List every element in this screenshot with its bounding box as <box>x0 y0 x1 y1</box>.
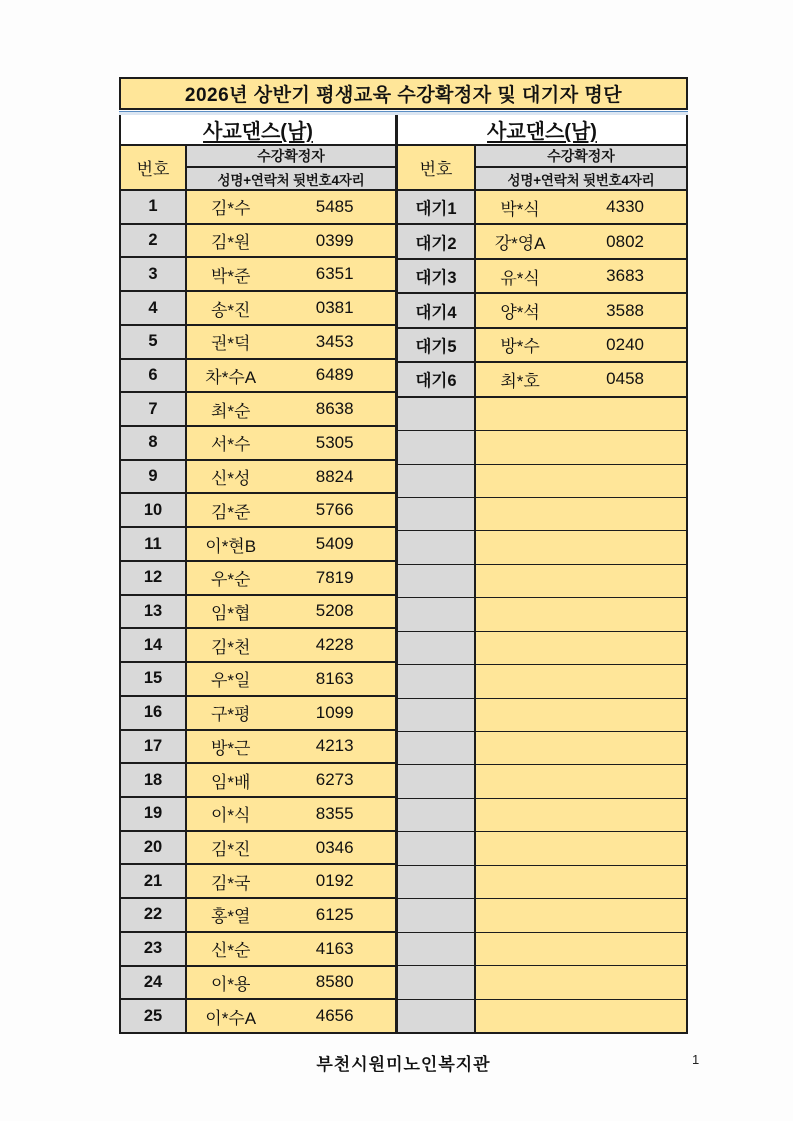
row-phone-last4 <box>564 866 686 898</box>
col-header-confirmed: 수강확정자 <box>187 146 395 168</box>
table-row <box>121 459 395 493</box>
col-header-no: 번호 <box>121 146 187 189</box>
row-name: 이*현B <box>205 536 257 556</box>
row-data-cell <box>187 1000 395 1032</box>
table-row <box>121 526 395 560</box>
table-row <box>121 729 395 763</box>
row-phone-last4: 4656 <box>315 1006 354 1026</box>
row-name: 양*석 <box>500 303 540 323</box>
row-data-cell <box>187 427 395 459</box>
table-row <box>121 661 395 695</box>
row-number-cell: 12 <box>121 562 187 594</box>
section-confirmed-list <box>121 115 398 1032</box>
row-data-cell <box>187 629 395 661</box>
row-name: 김*국 <box>210 873 251 893</box>
row-number-cell: 14 <box>121 629 187 661</box>
row-phone-last4: 3683 <box>606 266 644 286</box>
row-phone-last4: 6489 <box>315 365 354 385</box>
row-name: 임*협 <box>210 603 251 623</box>
row-data-cell <box>476 1000 686 1032</box>
row-data-cell <box>476 598 686 630</box>
row-data-cell <box>187 832 395 864</box>
table-row <box>398 497 686 530</box>
row-phone-last4: 6351 <box>315 264 354 284</box>
row-phone-last4: 3453 <box>315 331 354 351</box>
row-data-cell <box>187 528 395 560</box>
row-name <box>476 699 564 731</box>
row-data-cell <box>476 899 686 931</box>
row-data-cell <box>187 393 395 425</box>
row-data-cell <box>476 632 686 664</box>
row-number-cell: 21 <box>121 865 187 897</box>
row-data-cell <box>476 799 686 831</box>
section-title: 사교댄스(남) <box>487 121 597 143</box>
row-number-cell: 대기5 <box>398 329 476 361</box>
row-name <box>476 732 564 764</box>
table-row <box>121 324 395 358</box>
row-data-cell <box>476 294 686 326</box>
row-number-cell: 13 <box>121 596 187 628</box>
table-row <box>398 464 686 497</box>
row-data-cell <box>187 562 395 594</box>
row-phone-last4: 5305 <box>315 432 354 452</box>
row-number-cell <box>398 565 476 597</box>
row-name <box>476 632 564 664</box>
row-name: 이*식 <box>210 806 251 826</box>
table-row <box>121 425 395 459</box>
table-row <box>398 631 686 664</box>
table-row <box>121 695 395 729</box>
row-name <box>476 765 564 797</box>
row-phone-last4: 5766 <box>315 500 354 520</box>
row-data-cell <box>187 191 395 223</box>
row-phone-last4 <box>564 398 686 430</box>
row-data-cell <box>187 697 395 729</box>
row-phone-last4: 4330 <box>606 197 644 217</box>
row-data-cell <box>187 899 395 931</box>
table-row <box>398 932 686 965</box>
row-phone-last4 <box>564 832 686 864</box>
table-row <box>121 897 395 931</box>
row-data-cell <box>187 967 395 999</box>
row-number-cell: 16 <box>121 697 187 729</box>
row-number-cell: 20 <box>121 832 187 864</box>
row-number-cell: 17 <box>121 731 187 763</box>
footer-org-name: 부천시원미노인복지관 <box>316 1055 491 1074</box>
row-name <box>476 398 564 430</box>
table-row <box>398 898 686 931</box>
row-data-cell <box>476 260 686 292</box>
row-phone-last4: 5485 <box>315 196 354 216</box>
row-phone-last4: 5409 <box>315 534 354 554</box>
row-name: 김*진 <box>210 840 251 860</box>
row-number-cell: 25 <box>121 1000 187 1032</box>
row-phone-last4 <box>564 531 686 563</box>
row-number-cell <box>398 498 476 530</box>
table-row <box>398 798 686 831</box>
row-phone-last4 <box>564 665 686 697</box>
row-phone-last4: 0381 <box>315 298 354 318</box>
row-name: 최*순 <box>210 401 251 421</box>
row-phone-last4 <box>564 598 686 630</box>
row-phone-last4 <box>564 465 686 497</box>
row-number-cell: 대기2 <box>398 225 476 257</box>
row-data-cell <box>476 465 686 497</box>
row-data-cell <box>187 663 395 695</box>
row-number-cell <box>398 765 476 797</box>
row-name <box>476 966 564 998</box>
row-phone-last4: 5208 <box>315 601 354 621</box>
section-waitlist <box>398 115 686 1032</box>
table-row <box>398 831 686 864</box>
table-row <box>121 391 395 425</box>
row-data-cell <box>187 933 395 965</box>
row-number-cell: 24 <box>121 967 187 999</box>
row-phone-last4 <box>564 799 686 831</box>
table-row <box>398 999 686 1032</box>
row-number-cell: 4 <box>121 292 187 324</box>
page-title: 2026년 상반기 평생교육 수강확정자 및 대기자 명단 <box>119 77 688 110</box>
row-name: 방*근 <box>210 738 251 758</box>
row-data-cell <box>476 832 686 864</box>
row-name: 박*식 <box>500 199 540 219</box>
row-number-cell: 22 <box>121 899 187 931</box>
section-header <box>398 115 686 146</box>
column-header-row <box>398 146 686 191</box>
table-row <box>121 358 395 392</box>
col-header-no: 번호 <box>398 146 476 189</box>
row-data-cell <box>476 966 686 998</box>
row-number-cell: 5 <box>121 326 187 358</box>
table-row <box>121 191 395 223</box>
row-number-cell: 9 <box>121 461 187 493</box>
row-data-cell <box>187 292 395 324</box>
row-number-cell: 19 <box>121 798 187 830</box>
rows-waitlist <box>398 191 686 1032</box>
row-number-cell <box>398 531 476 563</box>
row-name: 이*용 <box>210 974 251 994</box>
row-name: 구*평 <box>210 705 251 725</box>
table-row <box>398 965 686 998</box>
table-row <box>121 931 395 965</box>
row-name <box>476 832 564 864</box>
row-phone-last4: 4163 <box>315 938 354 958</box>
row-name: 박*준 <box>210 266 251 286</box>
row-data-cell <box>476 765 686 797</box>
row-data-cell <box>187 258 395 290</box>
row-number-cell: 대기4 <box>398 294 476 326</box>
row-phone-last4: 4228 <box>315 635 354 655</box>
row-phone-last4: 6125 <box>315 904 354 924</box>
row-phone-last4 <box>564 632 686 664</box>
row-number-cell <box>398 665 476 697</box>
table-row <box>121 863 395 897</box>
row-phone-last4 <box>564 699 686 731</box>
row-name <box>476 465 564 497</box>
row-name: 권*덕 <box>210 334 251 354</box>
row-number-cell <box>398 933 476 965</box>
row-phone-last4: 8824 <box>315 466 354 486</box>
row-phone-last4 <box>564 1000 686 1032</box>
page-number: 1 <box>692 1052 700 1067</box>
row-name: 서*수 <box>210 435 251 455</box>
row-name: 송*진 <box>210 300 251 320</box>
row-name <box>476 565 564 597</box>
row-phone-last4: 6273 <box>315 770 354 790</box>
row-name: 강*영A <box>494 234 546 254</box>
table-row <box>398 731 686 764</box>
table-row <box>398 530 686 563</box>
col-header-name-phone: 성명+연락처 뒷번호4자리 <box>187 168 395 189</box>
row-data-cell <box>187 865 395 897</box>
row-phone-last4: 0192 <box>315 871 354 891</box>
row-name: 임*배 <box>210 772 251 792</box>
row-number-cell <box>398 966 476 998</box>
row-name: 방*수 <box>500 337 540 357</box>
table-row <box>398 764 686 797</box>
col-header-name-phone: 성명+연락처 뒷번호4자리 <box>476 168 686 189</box>
table-row <box>121 762 395 796</box>
table-row <box>398 361 686 395</box>
row-number-cell: 11 <box>121 528 187 560</box>
row-phone-last4: 8163 <box>315 668 354 688</box>
row-number-cell: 3 <box>121 258 187 290</box>
row-phone-last4: 3588 <box>606 300 644 320</box>
table-row <box>398 597 686 630</box>
row-phone-last4: 0240 <box>606 334 644 354</box>
row-number-cell: 18 <box>121 764 187 796</box>
row-phone-last4: 4213 <box>315 736 354 756</box>
row-phone-last4 <box>564 966 686 998</box>
table-row <box>398 292 686 326</box>
table-row <box>398 223 686 257</box>
row-name: 최*호 <box>500 371 540 391</box>
table-row <box>121 256 395 290</box>
row-name: 유*식 <box>500 268 540 288</box>
section-title: 사교댄스(남) <box>203 121 313 143</box>
row-number-cell <box>398 699 476 731</box>
table-row <box>398 396 686 430</box>
row-name <box>476 531 564 563</box>
row-data-cell <box>187 326 395 358</box>
table-row <box>121 594 395 628</box>
row-number-cell: 23 <box>121 933 187 965</box>
row-name <box>476 933 564 965</box>
row-name <box>476 1000 564 1032</box>
col-header-stack <box>187 146 395 189</box>
row-data-cell <box>476 225 686 257</box>
row-number-cell <box>398 832 476 864</box>
row-data-cell <box>187 731 395 763</box>
row-phone-last4 <box>564 498 686 530</box>
table-row <box>121 796 395 830</box>
row-data-cell <box>476 329 686 361</box>
row-data-cell <box>476 565 686 597</box>
row-phone-last4 <box>564 765 686 797</box>
row-data-cell <box>476 866 686 898</box>
row-data-cell <box>187 360 395 392</box>
row-number-cell: 8 <box>121 427 187 459</box>
row-name: 홍*열 <box>210 907 251 927</box>
table-row <box>121 223 395 257</box>
table-row <box>121 560 395 594</box>
row-name: 김*준 <box>210 502 251 522</box>
table-row <box>121 998 395 1032</box>
row-number-cell: 7 <box>121 393 187 425</box>
row-data-cell <box>476 732 686 764</box>
row-name <box>476 598 564 630</box>
row-number-cell <box>398 799 476 831</box>
row-name: 신*순 <box>210 941 251 961</box>
row-number-cell: 10 <box>121 494 187 526</box>
row-phone-last4: 0458 <box>606 369 644 389</box>
table-row <box>398 698 686 731</box>
table-row <box>121 627 395 661</box>
row-name <box>476 498 564 530</box>
row-number-cell: 대기6 <box>398 363 476 395</box>
row-data-cell <box>476 191 686 223</box>
row-phone-last4: 0346 <box>315 837 354 857</box>
row-data-cell <box>476 699 686 731</box>
table-row <box>398 664 686 697</box>
row-phone-last4: 7819 <box>315 567 354 587</box>
section-header <box>121 115 395 146</box>
row-number-cell: 대기1 <box>398 191 476 223</box>
row-number-cell <box>398 732 476 764</box>
row-number-cell: 2 <box>121 225 187 257</box>
row-name: 우*순 <box>210 570 251 590</box>
row-number-cell <box>398 465 476 497</box>
row-data-cell <box>476 665 686 697</box>
table-row <box>121 965 395 999</box>
row-data-cell <box>187 494 395 526</box>
row-number-cell: 대기3 <box>398 260 476 292</box>
rows-confirmed <box>121 191 395 1032</box>
row-data-cell <box>187 764 395 796</box>
col-header-stack <box>476 146 686 189</box>
row-number-cell <box>398 398 476 430</box>
row-number-cell: 15 <box>121 663 187 695</box>
row-phone-last4 <box>564 431 686 463</box>
row-name <box>476 431 564 463</box>
row-number-cell: 6 <box>121 360 187 392</box>
row-phone-last4 <box>564 565 686 597</box>
row-name <box>476 665 564 697</box>
table-row <box>398 865 686 898</box>
row-data-cell <box>476 531 686 563</box>
row-name: 차*수A <box>205 367 257 387</box>
row-phone-last4: 8638 <box>315 399 354 419</box>
row-data-cell <box>476 398 686 430</box>
col-header-confirmed: 수강확정자 <box>476 146 686 168</box>
row-name <box>476 799 564 831</box>
row-name: 김*수 <box>210 199 251 219</box>
table-row <box>398 430 686 463</box>
row-data-cell <box>187 225 395 257</box>
table-row <box>398 258 686 292</box>
row-data-cell <box>187 798 395 830</box>
row-number-cell <box>398 899 476 931</box>
row-phone-last4: 0802 <box>606 231 644 251</box>
row-number-cell <box>398 1000 476 1032</box>
table-row <box>121 492 395 526</box>
table-row <box>121 830 395 864</box>
row-name: 우*일 <box>210 671 251 691</box>
row-name <box>476 899 564 931</box>
row-number-cell <box>398 598 476 630</box>
row-phone-last4: 0399 <box>315 230 354 250</box>
row-number-cell <box>398 866 476 898</box>
roster-table <box>119 77 688 1034</box>
row-number-cell: 1 <box>121 191 187 223</box>
row-data-cell <box>476 933 686 965</box>
row-data-cell <box>476 498 686 530</box>
table-row <box>398 327 686 361</box>
table-row <box>398 191 686 223</box>
table-row <box>121 290 395 324</box>
row-phone-last4: 8355 <box>315 803 354 823</box>
row-data-cell <box>476 363 686 395</box>
row-data-cell <box>187 596 395 628</box>
table-row <box>398 564 686 597</box>
row-name: 이*수A <box>205 1008 257 1028</box>
row-name: 김*천 <box>210 637 251 657</box>
row-phone-last4 <box>564 732 686 764</box>
row-data-cell <box>476 431 686 463</box>
row-name <box>476 866 564 898</box>
row-phone-last4: 1099 <box>315 702 354 722</box>
row-name: 김*원 <box>210 233 251 253</box>
row-name: 신*성 <box>210 469 251 489</box>
column-header-row <box>121 146 395 191</box>
row-phone-last4 <box>564 933 686 965</box>
row-number-cell <box>398 431 476 463</box>
row-phone-last4 <box>564 899 686 931</box>
table-body <box>119 115 688 1034</box>
row-phone-last4: 8580 <box>315 972 354 992</box>
row-data-cell <box>187 461 395 493</box>
row-number-cell <box>398 632 476 664</box>
